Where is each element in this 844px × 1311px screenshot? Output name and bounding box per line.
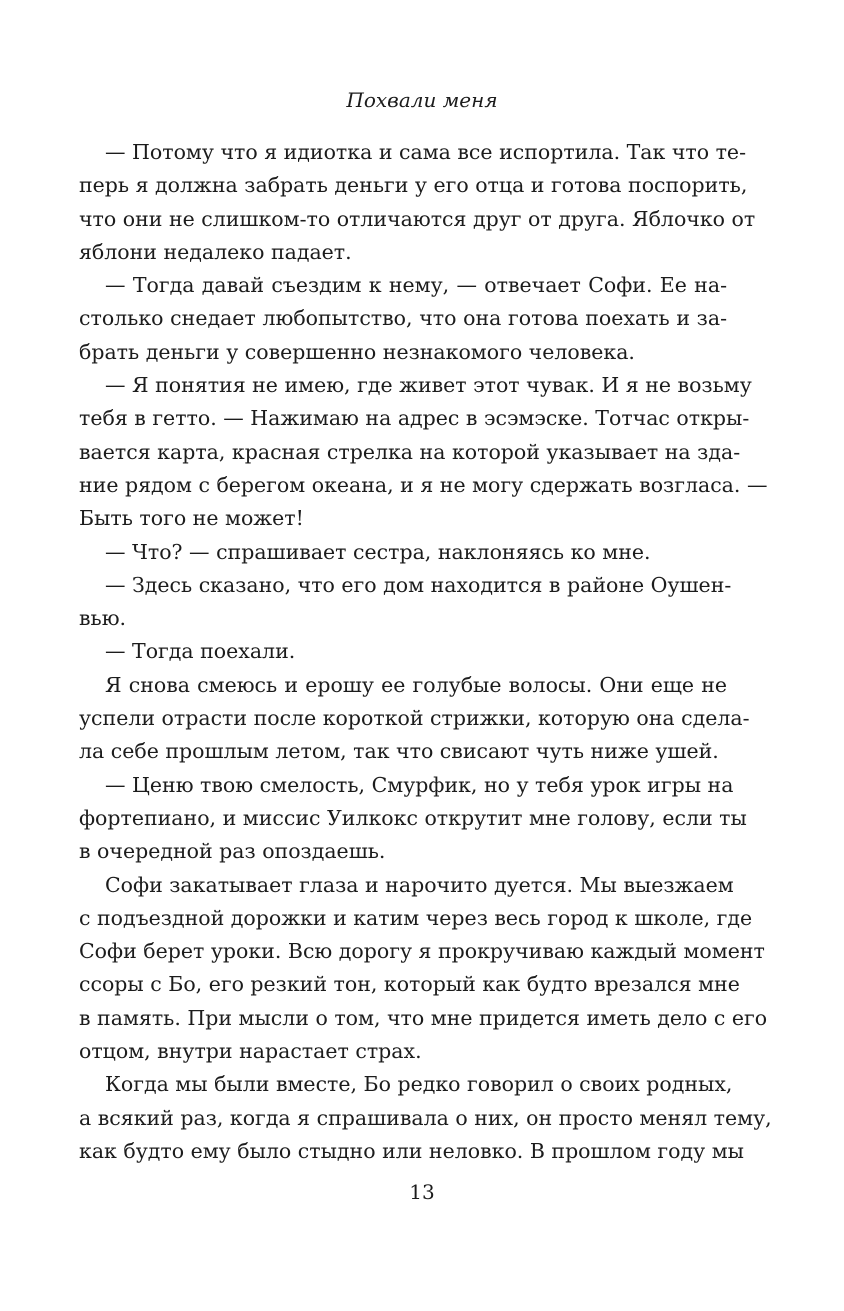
page-number: 13 [409, 1180, 435, 1204]
paragraph [79, 369, 768, 535]
body-text [79, 136, 772, 1168]
text-line: тебя в гетто. — Нажимаю на адрес в эсэмэске. Тотчас откры- [79, 406, 750, 431]
text-line: а всякий раз, когда я спрашивала о них, он просто менял тему, [79, 1105, 772, 1130]
text-line: Когда мы были вместе, Бо редко говорил о своих родных, [105, 1072, 733, 1097]
text-line: что они не слишком-то отличаются друг от друга. Яблочко от [79, 206, 756, 231]
text-line: как будто ему было стыдно или неловко. В прошлом году мы [79, 1138, 744, 1163]
paragraph [79, 536, 727, 569]
text-line: Софи закатывает глаза и нарочито дуется. Мы выезжаем [105, 872, 734, 897]
text-line: фортепиано, и миссис Уилкокс открутит мне голову, если ты [79, 805, 747, 830]
text-line: Я снова смеюсь и ерошу ее голубые волосы. Они еще не [105, 672, 727, 697]
paragraph [79, 869, 768, 1069]
text-line: успели отрасти после короткой стрижки, которую она сдела- [79, 706, 750, 731]
paragraph [79, 769, 747, 869]
text-line: — Ценю твою смелость, Смурфик, но у тебя урок игры на [105, 772, 734, 797]
text-line: перь я должна забрать деньги у его отца и готова поспорить, [79, 173, 748, 198]
text-line: с подъездной дорожки и катим через весь город к школе, где [79, 905, 753, 930]
text-line: — Я понятия не имею, где живет этот чувак. И я не возьму [105, 373, 752, 398]
running-title: Похвали меня [346, 88, 498, 112]
text-line: — Тогда давай съездим к нему, — отвечает Софи. Ее на- [105, 273, 727, 298]
text-line: Софи берет уроки. Всю дорогу я прокручиваю каждый момент [79, 939, 765, 964]
text-line: столько снедает любопытство, что она готова поехать и за- [79, 306, 727, 331]
paragraph [79, 1068, 772, 1168]
text-line: Быть того не может! [79, 506, 304, 531]
text-line: вью. [79, 606, 127, 631]
text-line: ние рядом с берегом океана, и я не могу сдержать возгласа. — [79, 472, 768, 497]
text-line: отцом, внутри нарастает страх. [79, 1039, 422, 1064]
text-line: ла себе прошлым летом, так что свисают чуть ниже ушей. [79, 739, 719, 764]
paragraph [79, 569, 732, 636]
paragraph [79, 635, 727, 668]
text-line: яблони недалеко падает. [79, 239, 352, 264]
text-line: в очередной раз опоздаешь. [79, 839, 386, 864]
paragraph [79, 669, 750, 769]
paragraph [79, 136, 756, 269]
text-line: в память. При мысли о том, что мне придется иметь дело с его [79, 1005, 768, 1030]
text-line: — Тогда поехали. [105, 639, 296, 664]
text-line: — Что? — спрашивает сестра, наклоняясь ко мне. [105, 539, 651, 564]
text-line: брать деньги у совершенно незнакомого человека. [79, 339, 635, 364]
text-line: ссоры с Бо, его резкий тон, который как будто врезался мне [79, 972, 740, 997]
text-line: — Здесь сказано, что его дом находится в районе Оушен- [105, 572, 732, 597]
paragraph [79, 269, 727, 369]
text-line: вается карта, красная стрелка на которой указывает на зда- [79, 439, 741, 464]
text-line: — Потому что я идиотка и сама все испортила. Так что те- [105, 140, 746, 164]
